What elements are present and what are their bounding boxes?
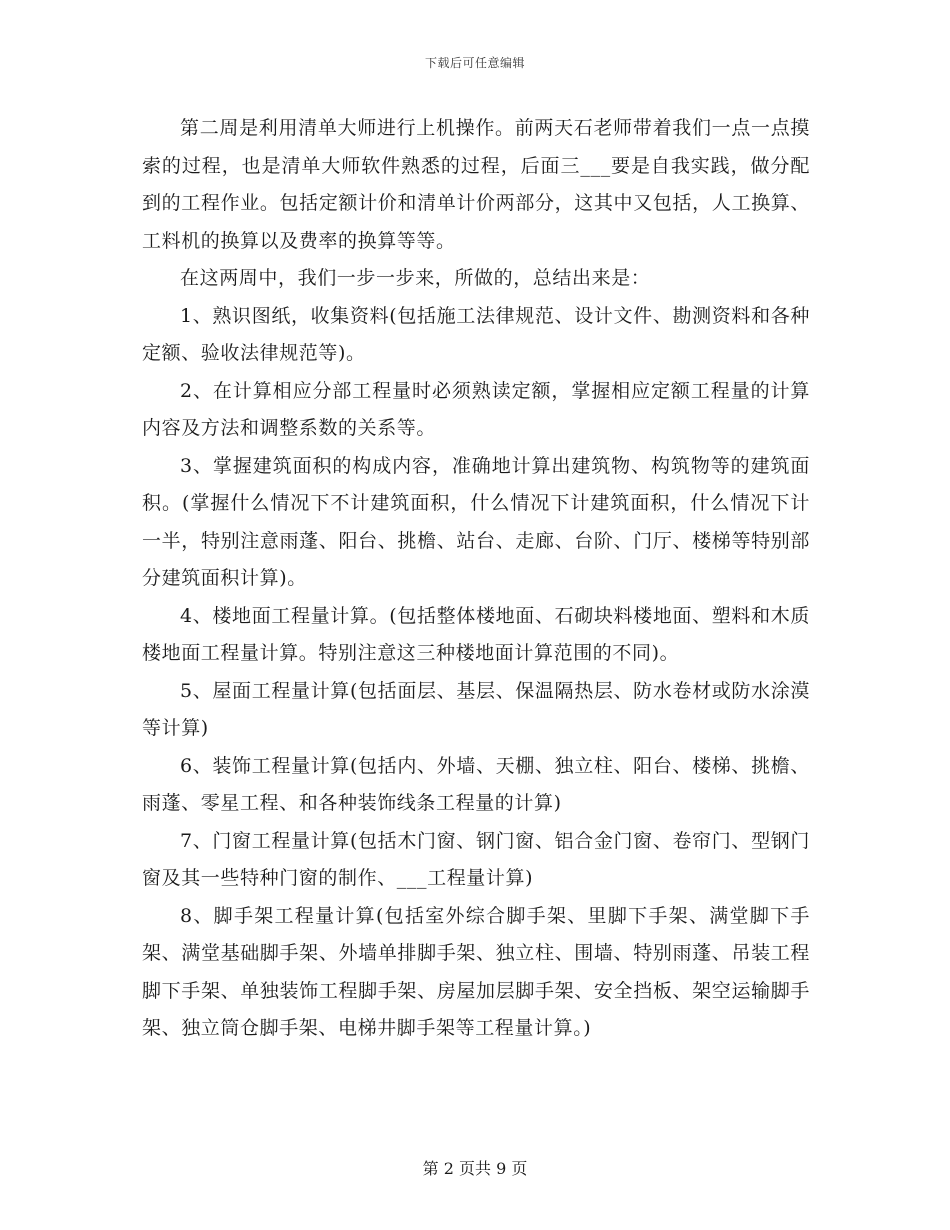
list-item-4-floor: 4、楼地面工程量计算。(包括整体楼地面、石砌块料楼地面、塑料和木质楼地面工程量计算。特别注意这三种楼地面计算范围的不同)。 <box>142 604 810 664</box>
page-header: 下载后可任意编辑 <box>424 56 525 70</box>
list-item-3-building-area: 3、掌握建筑面积的构成内容，准确地计算出建筑物、构筑物等的建筑面积。(掌握什么情况下不计建筑面积，什么情况下计建筑面积，什么情况下计一半，特别注意雨蓬、阳台、挑檐、站台、走廊、台阶、门厅、楼梯等特别部分建筑面积计算)。 <box>142 454 810 589</box>
paragraph-summary-lead: 在这两周中，我们一步一步来，所做的，总结出来是： <box>180 267 651 289</box>
page-number: 第 2 页共 9 页 <box>422 1159 528 1178</box>
paragraph-week-two-intro: 第二周是利用清单大师进行上机操作。前两天石老师带着我们一点一点摸索的过程，也是清单大师软件熟悉的过程，后面三___要是自我实践，做分配到的工程作业。包括定额计价和清单计价两部分，这其中又包括，人工换算、工料机的换算以及费率的换算等等。 <box>142 117 810 252</box>
list-item-7-doors-windows: 7、门窗工程量计算(包括木门窗、钢门窗、铝合金门窗、卷帘门、型钢门窗及其一些特种门窗的制作、___工程量计算) <box>142 829 810 889</box>
list-item-5-roof: 5、屋面工程量计算(包括面层、基层、保温隔热层、防水卷材或防水涂漠等计算) <box>142 679 810 739</box>
list-item-6-decoration: 6、装饰工程量计算(包括内、外墙、天棚、独立柱、阳台、楼梯、挑檐、雨蓬、零星工程、和各种装饰线条工程量的计算) <box>142 754 810 814</box>
list-item-8-scaffolding: 8、脚手架工程量计算(包括室外综合脚手架、里脚下手架、满堂脚下手架、满堂基础脚手架、外墙单排脚手架、独立柱、围墙、特别雨蓬、吊装工程脚下手架、单独装饰工程脚手架、房屋加层脚手架、安全挡板、架空运输脚手架、独立筒仓脚手架、电梯井脚手架等工程量计算。) <box>142 904 810 1039</box>
list-item-1-drawings: 1、熟识图纸，收集资料(包括施工法律规范、设计文件、勘测资料和各种定额、验收法律规范等)。 <box>142 304 810 364</box>
document-body <box>142 110 810 1048</box>
list-item-2-quota: 2、在计算相应分部工程量时必须熟读定额，掌握相应定额工程量的计算内容及方法和调整系数的关系等。 <box>142 379 810 439</box>
